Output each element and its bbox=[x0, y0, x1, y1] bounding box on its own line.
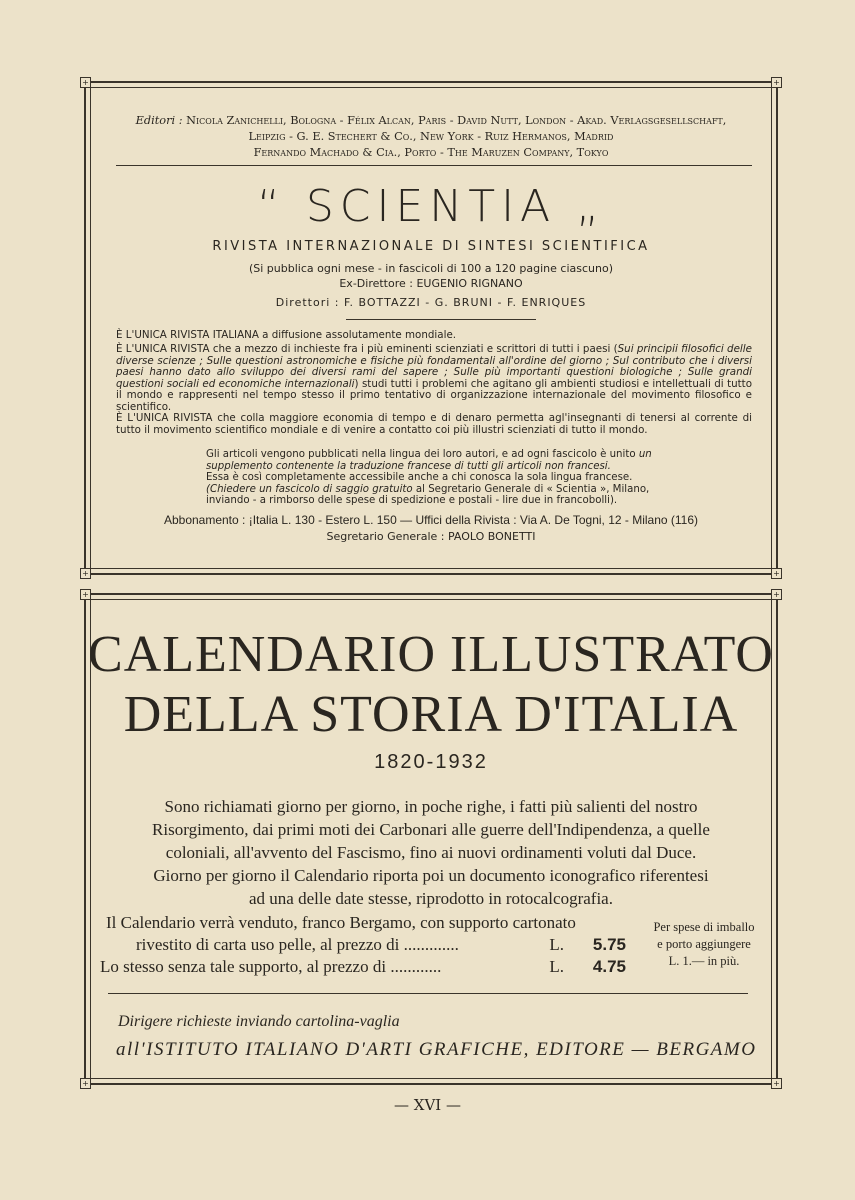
secretary: Segretario Generale : PAOLO BONETTI bbox=[326, 530, 536, 543]
articles-line-2: Essa è così completamente accessibile anche a chi conosca la sola lingua francese. bbox=[206, 472, 633, 483]
corner-ornament-icon: + bbox=[771, 1078, 782, 1089]
price-line-1: Il Calendario verrà venduto, franco Bergamo, con supporto cartonato bbox=[106, 913, 576, 932]
point-3: È L'UNICA RIVISTA che colla maggiore economia di tempo e di denaro permetta agl'insegnanti di tenersi al corrente di tutto il movimento scientifico mondiale e di venire a contatto coi più illustri scienziati di tutto il mondo. bbox=[116, 412, 752, 436]
point-2-a: È L'UNICA RIVISTA che a mezzo di inchieste fra i più eminenti scienziati e scrittori di tutti i paesi ( bbox=[116, 343, 618, 355]
desc-line-3: coloniali, all'avvento del Fascismo, fino ai nuovi ordinamenti voluti dal Duce. bbox=[165, 843, 697, 862]
desc-line-5: ad una delle date stesse, riprodotto in rotocalcografia. bbox=[249, 889, 613, 908]
price-line-2 bbox=[136, 935, 626, 955]
articles-line-3: al Segretario Generale di « Scientia », Milano, inviando - a rimborso delle spese di spedizione e postali - lire due in francobolli). bbox=[206, 483, 650, 506]
short-divider bbox=[346, 319, 536, 320]
page-number: — XVI — bbox=[394, 1096, 461, 1114]
note-line-1: Per spese di imballo bbox=[653, 920, 755, 934]
price-amount-with-support: 5.75 bbox=[592, 935, 626, 954]
directors: Direttori : F. BOTTAZZI - G. BRUNI - F. ENRIQUES bbox=[275, 296, 587, 309]
price-line-3-text: Lo stesso senza tale supporto, al prezzo di ............ bbox=[100, 957, 442, 976]
subscription-info: Abbonamento : ¡Italia L. 130 - Estero L. 150 — Uffici della Rivista : Via A. De Togni, 12 - Milano (116) bbox=[163, 513, 699, 527]
shipping-note bbox=[634, 919, 774, 970]
desc-line-2: Risorgimento, dai primi moti dei Carbonari alle guerre dell'Indipendenza, a quelle bbox=[152, 820, 710, 839]
corner-ornament-icon: + bbox=[80, 568, 91, 579]
calendar-advertisement bbox=[82, 590, 780, 1088]
corner-ornament-icon: + bbox=[771, 77, 782, 88]
corner-ornament-icon: + bbox=[771, 589, 782, 600]
articles-note bbox=[206, 449, 692, 507]
note-line-3: L. 1.— in più. bbox=[668, 954, 740, 968]
scientia-subtitle: RIVISTA INTERNAZIONALE DI SINTESI SCIENTIFICA bbox=[212, 239, 650, 254]
corner-ornament-icon: + bbox=[80, 77, 91, 88]
price-amount-without-support: 4.75 bbox=[592, 957, 626, 976]
publisher-address: all'ISTITUTO ITALIANO D'ARTI GRAFICHE, EDITORE — BERGAMO bbox=[116, 1039, 757, 1060]
order-instructions: Dirigere richieste inviando cartolina-vaglia bbox=[118, 1013, 400, 1030]
corner-ornament-icon: + bbox=[771, 568, 782, 579]
calendar-title-line-1: CALENDARIO ILLUSTRATO bbox=[88, 626, 774, 683]
ex-director: Ex-Direttore : EUGENIO RIGNANO bbox=[339, 277, 523, 290]
articles-line-1-italic: un supplemento contenente la traduzione francese di tutti gli articoli non francesi. bbox=[206, 449, 652, 472]
editors-line-3: Fernando Machado & Cia., Porto - The Maruzen Company, Tokyo bbox=[253, 146, 609, 159]
note-line-2: e porto aggiungere bbox=[657, 937, 751, 951]
editors-line-1: Nicola Zanichelli, Bologna - Félix Alcan, Paris - David Nutt, London - Akad. Verlagsgesellschaft, bbox=[186, 114, 727, 127]
editors-list bbox=[86, 113, 776, 161]
frequency-note: (Si pubblica ogni mese - in fascicoli di 100 a 120 pagine ciascuno) bbox=[248, 262, 614, 275]
point-1: È L'UNICA RIVISTA ITALIANA a diffusione assolutamente mondiale. bbox=[116, 329, 457, 341]
price-line-2-text: rivestito di carta uso pelle, al prezzo di ............. bbox=[136, 935, 459, 954]
scientia-title: “ SCIENTIA „ bbox=[257, 181, 605, 232]
price-currency: L. bbox=[549, 935, 564, 954]
editors-label: Editori : bbox=[135, 114, 183, 127]
price-currency: L. bbox=[549, 957, 564, 976]
calendar-title-line-2: DELLA STORIA D'ITALIA bbox=[123, 686, 739, 743]
articles-line-3-italic: (Chiedere un fascicolo di saggio gratuito bbox=[206, 483, 413, 495]
divider bbox=[116, 165, 752, 166]
point-2-b: Sui principii filosofici delle diverse scienze ; Sulle questioni astronomiche e fisiche più fondamentali all'ordine del giorno ; Sul contributo che i diversi paesi hanno dato allo sviluppo dei diversi rami del sapere ; Sulle più importanti questioni biologiche ; Sulle grandi questioni sociali ed economiche internazionali bbox=[116, 343, 752, 390]
point-2-c: ) studi tutti i problemi che agitano gli ambienti studiosi e intellettuali di tutto il mondo e rappresenti nel tempo stesso il primo tentativo di organizzazione internazionale del movimento filosofico e scientifico. bbox=[116, 377, 753, 413]
calendar-years: 1820-1932 bbox=[374, 751, 488, 773]
desc-line-4: Giorno per giorno il Calendario riporta poi un documento iconografico riferentesi bbox=[153, 866, 709, 885]
editors-line-2: Leipzig - G. E. Stechert & Co., New York - Ruiz Hermanos, Madrid bbox=[248, 130, 614, 143]
corner-ornament-icon: + bbox=[80, 589, 91, 600]
desc-line-1: Sono richiamati giorno per giorno, in poche righe, i fatti più salienti del nostro bbox=[164, 797, 698, 816]
price-line-3 bbox=[100, 957, 626, 977]
corner-ornament-icon: + bbox=[80, 1078, 91, 1089]
divider bbox=[108, 993, 748, 994]
scientia-advertisement bbox=[82, 78, 780, 578]
point-2 bbox=[116, 344, 752, 413]
articles-line-1: Gli articoli vengono pubblicati nella lingua dei loro autori, e ad ogni fascicolo è unito bbox=[206, 449, 639, 460]
calendar-description bbox=[86, 795, 776, 910]
